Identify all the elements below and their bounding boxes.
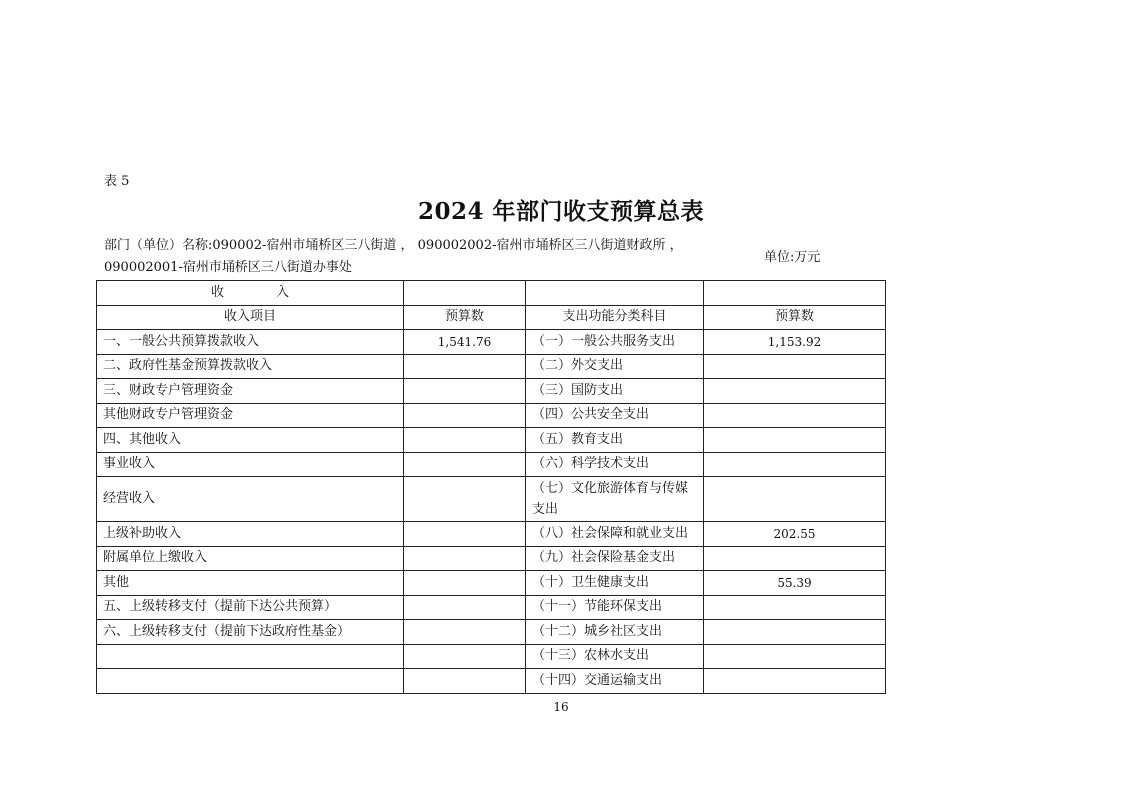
income-item: 四、其他收入 <box>97 428 404 453</box>
department-name <box>104 235 744 279</box>
table-row <box>97 595 886 620</box>
empty-cell <box>704 281 886 306</box>
expense-item-header: 支出功能分类科目 <box>526 305 704 330</box>
income-item: 事业收入 <box>97 452 404 477</box>
income-item: 附属单位上缴收入 <box>97 546 404 571</box>
expense-item: （一）一般公共服务支出 <box>526 330 704 355</box>
expense-amount <box>704 669 886 694</box>
expense-amount <box>704 428 886 453</box>
table-label: 表 5 <box>104 174 130 189</box>
expense-item: （五）教育支出 <box>526 428 704 453</box>
expense-amount: 55.39 <box>704 571 886 596</box>
income-amount: 1,541.76 <box>404 330 526 355</box>
expense-item: （八）社会保障和就业支出 <box>526 522 704 547</box>
table-row <box>97 330 886 355</box>
income-amount <box>404 403 526 428</box>
expense-amount <box>704 379 886 404</box>
budget-summary-table <box>96 280 886 694</box>
income-item: 六、上级转移支付（提前下达政府性基金） <box>97 620 404 645</box>
expense-item: （十三）农林水支出 <box>526 644 704 669</box>
expense-item: （十）卫生健康支出 <box>526 571 704 596</box>
income-item: 经营收入 <box>97 477 404 522</box>
table-row <box>97 428 886 453</box>
expense-amount: 1,153.92 <box>704 330 886 355</box>
income-amount <box>404 669 526 694</box>
income-item: 三、财政专户管理资金 <box>97 379 404 404</box>
income-amount <box>404 477 526 522</box>
table-row <box>97 546 886 571</box>
table-row <box>97 403 886 428</box>
income-amount <box>404 354 526 379</box>
expense-item: （十一）节能环保支出 <box>526 595 704 620</box>
income-amount <box>404 379 526 404</box>
income-item: 其他 <box>97 571 404 596</box>
income-amount <box>404 452 526 477</box>
income-amount <box>404 522 526 547</box>
expense-item: （二）外交支出 <box>526 354 704 379</box>
table-group-header-row <box>97 281 886 306</box>
table-row <box>97 452 886 477</box>
expense-amount <box>704 477 886 522</box>
expense-item: （九）社会保险基金支出 <box>526 546 704 571</box>
income-amount <box>404 644 526 669</box>
income-item: 其他财政专户管理资金 <box>97 403 404 428</box>
expense-item: （十四）交通运输支出 <box>526 669 704 694</box>
expense-amount: 202.55 <box>704 522 886 547</box>
income-amount <box>404 546 526 571</box>
page-title: 2024 年部门收支预算总表 <box>417 198 705 225</box>
income-group-header: 收 入 <box>97 281 404 306</box>
expense-amount <box>704 595 886 620</box>
expense-item: （十二）城乡社区支出 <box>526 620 704 645</box>
table-row <box>97 644 886 669</box>
expense-amount <box>704 546 886 571</box>
expense-amount-header: 预算数 <box>704 305 886 330</box>
income-item-header: 收入项目 <box>97 305 404 330</box>
expense-amount <box>704 452 886 477</box>
expense-amount <box>704 354 886 379</box>
expense-amount <box>704 644 886 669</box>
income-item: 五、上级转移支付（提前下达公共预算） <box>97 595 404 620</box>
expense-item: （三）国防支出 <box>526 379 704 404</box>
income-item: 二、政府性基金预算拨款收入 <box>97 354 404 379</box>
table-row <box>97 669 886 694</box>
income-item <box>97 644 404 669</box>
table-row <box>97 620 886 645</box>
income-amount <box>404 571 526 596</box>
department-line-2: 090002001-宿州市埇桥区三八街道办事处 <box>104 260 352 275</box>
table-row <box>97 477 886 522</box>
table-header-row <box>97 305 886 330</box>
empty-cell <box>526 281 704 306</box>
income-amount-header: 预算数 <box>404 305 526 330</box>
income-item <box>97 669 404 694</box>
table-row <box>97 522 886 547</box>
table-row <box>97 354 886 379</box>
income-amount <box>404 620 526 645</box>
expense-item: （四）公共安全支出 <box>526 403 704 428</box>
expense-item: （六）科学技术支出 <box>526 452 704 477</box>
income-amount <box>404 595 526 620</box>
income-item: 一、一般公共预算拨款收入 <box>97 330 404 355</box>
unit-label: 单位:万元 <box>764 250 821 265</box>
expense-amount <box>704 620 886 645</box>
page-number: 16 <box>553 700 569 714</box>
expense-item: （七）文化旅游体育与传媒支出 <box>526 477 704 522</box>
table-row <box>97 379 886 404</box>
income-item: 上级补助收入 <box>97 522 404 547</box>
expense-amount <box>704 403 886 428</box>
income-amount <box>404 428 526 453</box>
table-row <box>97 571 886 596</box>
department-line-1: 部门（单位）名称:090002-宿州市埇桥区三八街道 ， 090002002-宿州市埇桥区三八街道财政所 ， <box>104 238 683 253</box>
empty-cell <box>404 281 526 306</box>
